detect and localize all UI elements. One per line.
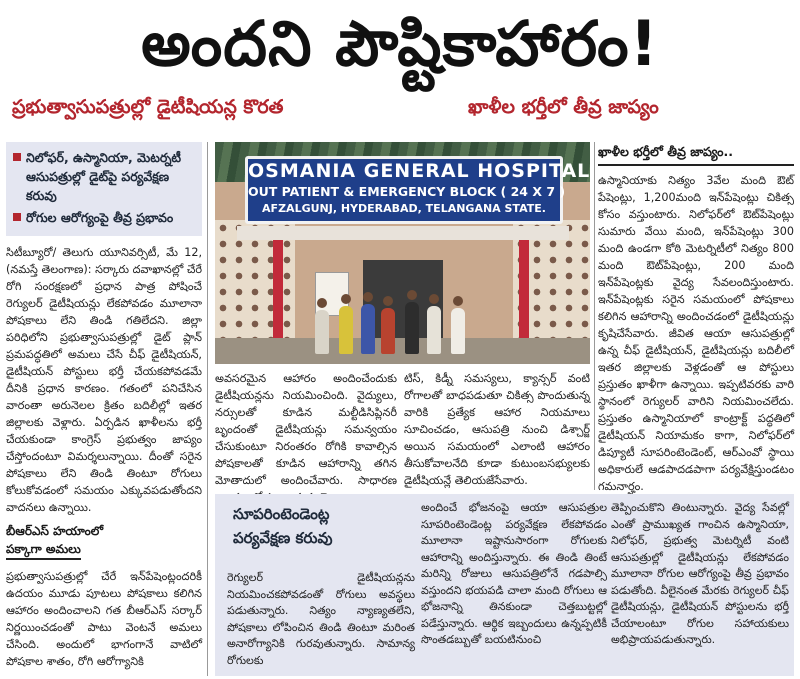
- column-divider: [594, 142, 595, 490]
- person-head: [383, 296, 393, 306]
- section-heading-vacancy: ఖాళీల భర్తీలో తీవ్ర జాప్యం..: [598, 142, 794, 166]
- section-heading-line: బీఆర్ఎస్ హయాంలో: [6, 524, 104, 538]
- person-head: [317, 298, 327, 308]
- bullet-square-icon: [13, 153, 21, 161]
- person-figure: [315, 310, 329, 354]
- sign-block-name: OUT PATIENT & EMERGENCY BLOCK ( 24 X 7 ): [248, 184, 566, 199]
- sign-hospital-name: OSMANIA GENERAL HOSPITAL: [248, 160, 591, 182]
- supervision-box: [215, 494, 794, 676]
- person-head: [363, 292, 373, 302]
- article-body-middle-a: అవసరమైన ఆహారం అందించేందుకు డైటీషియన్లను నియమించింది. వైద్యులు, నర్సులతో కూడిన మల్టీడిసిప్లినరీ బృందంతో డైటీషియన్లు సమన్వయం చేసుకుంటూ నిరంతరం రోగికి కావాల్సిన పోషకాలతో కూడిన ఆహారాన్ని తగిన మోతాదులో అందించేవారు. సాధారణ: [215, 372, 397, 487]
- person-figure: [427, 306, 441, 354]
- headline: అందని పౌష్టికాహారం!: [141, 7, 659, 80]
- highlight-item: [12, 208, 196, 227]
- bullet-square-icon: [13, 213, 21, 221]
- entrance-canopy: [237, 226, 569, 240]
- highlight-item: [12, 148, 196, 205]
- highlights-box: [6, 142, 202, 236]
- person-figure: [339, 306, 353, 354]
- hospital-photo: [215, 142, 590, 364]
- box-body-col2: అందించే భోజనంపై ఆయా ఆసుపత్రుల సూపరింటెండెంట్ల పర్యవేక్షణ లేకపోవడం మూలానా ఇష్టానుసారంగా రోగులకు ఆహారాన్ని అందిస్తున్నారు. ఈ తిండి తింటే మరిన్ని రోజులు ఆసుపత్రిలోనే గడపాల్సి వస్తుందని భయపడి చాలా మంది రోగులు ఆ భోజనాన్ని తినకుండా చెత్తబుట్టల్లో పడేస్తున్నారు. ఆర్థిక ఇబ్బందులు ఉన్నప్పటికీ సొంతడబ్బుతో బయటినుంచి: [421, 501, 607, 646]
- article-body-brs: ప్రభుత్వాసుపత్రుల్లో చేరే ఇన్‌పేషెంట్లందరికీ ఉదయం మూడు పూటలు పోషకాలు కలిగిన ఆహారం అందించాలని గత బీఆర్ఎస్ సర్కార్ నిర్ణయించడంతో పాటు వెంటనే అమలు చేసింది. అందులో భాగంగానే వాటిలో పోషకాల శాతం, రోగి ఆరోగ్యానికి: [6, 570, 202, 668]
- person-head: [453, 296, 463, 306]
- column-divider: [207, 142, 208, 676]
- article-body-middle-b: టిస్, కిడ్నీ సమస్యలు, క్యాన్సర్ వంటి రోగాలతో బాధపడుతూ చికిత్స పొందుతున్న వారికి ప్రత్యేక ఆహార నియమాలు సూచించడం, ఆసుపత్రి నుంచి డిశ్చార్జ్ అయిన సమయంలో ఎలాంటి ఆహారం తీసుకోవాలనేది కూడా కుటుంబసభ్యులకు డైటీషియన్లే తెలియజేసేవారు.: [404, 372, 590, 487]
- highlight-text: నిలోఫర్, ఉస్మానియా, మెటర్నటీ ఆసుపత్రుల్లో డైట్‌పై పర్యవేక్షణ కరువు: [26, 150, 182, 203]
- box-body-col1: రెగ్యులర్ డైటీషియన్లను నియమించకపోవడంతో రోగులు అవస్థలు పడుతున్నారు. నిత్యం న్యాణ్యతలేని, పోషకాలు లోపించిన తిండి తింటూ మరింత అనారోగ్యానికి గురవుతున్నారు. సామాన్య రోగులకు: [227, 571, 415, 667]
- hospital-signboard: [245, 156, 591, 224]
- box-heading-line: సూపరింటెండెంట్ల: [233, 505, 330, 523]
- section-heading-brs: [6, 522, 202, 560]
- right-column: [598, 142, 794, 492]
- box-heading-line: పర్యవేక్షణ కరువు: [233, 529, 333, 547]
- article-body-intro: సిటీబ్యూరో/ తెలుగు యూనివర్సిటీ, మే 12,(నమస్తే తెలంగాణ): సర్కారు దవాఖానల్లో చేరే రోగి సంరక్షణలో ప్రధాన పాత్ర పోషించే రెగ్యులర్ డైటీషియన్లు లేకపోవడం మూలానా పోషకాలు లేని తిండి గతిలేదని. జిల్లా పరిధిలోని ప్రభుత్వాసుపత్రుల్లో డైట్ ప్లాన్ ప్రమపద్ధతిలో అమలు చేసే చీఫ్ డైటీషియన్, డైటీషియన్ పోస్టులు భర్తీ చేయకపోవడమే దీనికి ప్రధాన కారణం. గతంలో పనిచేసిన వారంతా అరునెలల క్రితం బదిలీల్లో ఇతర జిల్లాలకు వెళ్లారు. ఏర్పడిన ఖాళీలను భర్తీ చేయకుండా కాంగ్రెస్ ప్రభుత్వం జాప్యం చేస్తోందంటూ విమర్శలున్నాయి. దీంతో సరైన పోషకాలు లేని తిండి తింటూ రోగులు కోలుకోవడంలో సమయం ఎక్కువపడుతోందని వాదనలు ఉన్నాయి.: [6, 246, 202, 514]
- box-body-col3: తెప్పించుకొని తింటున్నారు. వైద్య సేవల్లో ఎంతో ప్రాముఖ్యత గాంచిన ఉస్మానియా, నిలోఫర్, ప్రభుత్వ మెటర్నిటీ వంటి ఆసుపత్రుల్లో డైటీషియన్లు లేకపోవడం మూలానా రోగుల ఆరోగ్యంపై తీవ్ర ప్రభావం పడుతోంది. వీలైనంత మేరకు రెగ్యులర్ చీఫ్ డైటీషియన్లు, డైటీషియన్ పోస్టులను భర్తీ చేయాలంటూ రోగుల సహాయకులు అభిప్రాయపడుతున్నారు.: [611, 501, 789, 646]
- sign-address: AFZALGUNJ, HYDERABAD, TELANGANA STATE.: [262, 202, 546, 215]
- left-column: [6, 142, 202, 676]
- person-head: [407, 290, 417, 300]
- person-figure: [381, 308, 395, 354]
- subhead-recruitment-delay: ఖాళీల భర్తీలో తీవ్ర జాప్యం: [468, 96, 659, 118]
- entrance-floor: [215, 338, 590, 364]
- article-body-vacancy: ఉస్మానియాకు నిత్యం 3వేల మంది ఔట్ పేషెంట్లు, 1,200మంది ఇన్‌పేషెంట్లు చికిత్స కోసం వస్తుంటారు. నిలోఫర్‌లో ఔట్‌పేషెంట్లు సుమారు వేయి మంది, ఇన్‌పేషెంట్లు 300 మంది ఉండగా కోఠి మెటర్నిటీలో నిత్యం 800 మంది ఔట్‌పేషెంట్లు, 200 మంది ఇన్‌పేషెంట్లకు వైద్య సేవలందిస్తుంటారు. ఇన్‌పేషెంట్లకు సరైన సమయంలో పోషకాలు కలిగిన ఆహారాన్ని అందించడంలో డైటీషియన్లు కృషిచేసేవారు. జీవిత ఆయా ఆసుపత్రుల్లో ఉన్న చీఫ్ డైటీషియన్, డైటీషియన్లు బదిలీలో ఇతర జిల్లాలకు వెళ్లడంతో ఆ పోస్టులు ప్రస్తుతం ఖాళీగా ఉన్నాయి. ఇప్పటివరకు వారి స్థానంలో రెగ్యులర్ వారిని నియమించలేదు. ప్రస్తుతం ఉస్మానియాలో కాంట్రాక్ట్ పద్ధతిలో డైటీషియన్ నియామకం కాగా, నిలోఫర్‌లో డిప్యూటీ సూపరింటెండెంట్, ఆర్ఎంవో స్థాయి అధికారులే ఆడపాదడపాగా పర్యవేక్షిస్తుండటం గమనార్హం.: [598, 174, 794, 493]
- person-head: [429, 294, 439, 304]
- person-head: [341, 294, 351, 304]
- subhead-dietitian-shortage: ప్రభుత్వాసుపత్రుల్లో డైటీషియన్ల కొరత: [12, 96, 284, 118]
- person-figure: [405, 302, 419, 354]
- person-figure: [451, 308, 465, 354]
- person-figure: [361, 304, 375, 354]
- box-heading: [233, 502, 403, 550]
- highlight-text: రోగుల ఆరోగ్యంపై తీవ్ర ప్రభావం: [26, 210, 174, 225]
- section-heading-line: పక్కాగా అమలు: [6, 540, 81, 560]
